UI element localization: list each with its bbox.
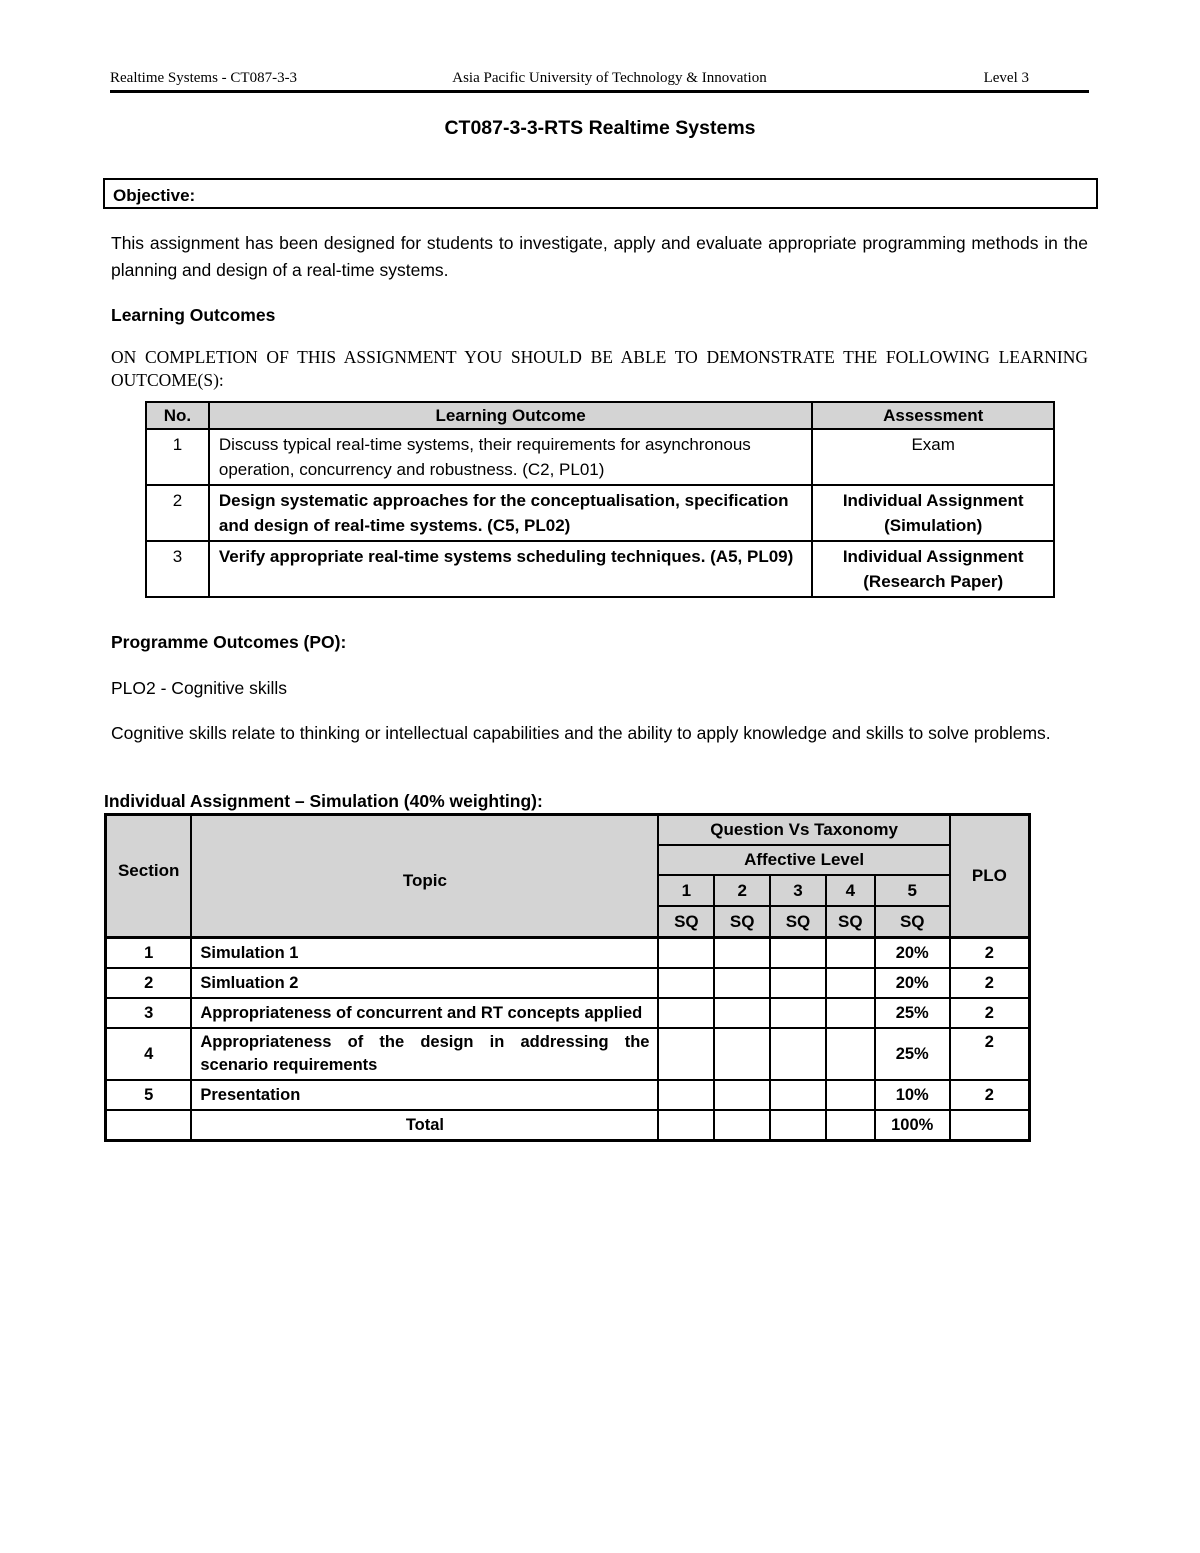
header-level: Level 3 <box>983 70 1029 86</box>
section-plo: 2 <box>950 1028 1030 1080</box>
plo-description: Cognitive skills relate to thinking or intellectual capabilities and the ability to apply knowledge and skills to solve problems. <box>111 723 1051 743</box>
table-header-row <box>106 815 1030 846</box>
learning-outcomes-intro: ON COMPLETION OF THIS ASSIGNMENT YOU SHOULD BE ABLE TO DEMONSTRATE THE FOLLOWING LEARNING OUTCOME(S): <box>111 347 1088 390</box>
table-row <box>106 968 1030 998</box>
objective-box <box>103 178 1098 209</box>
objective-label: Objective: <box>113 186 196 205</box>
sq-label: SQ <box>826 906 875 938</box>
learning-outcomes-heading: Learning Outcomes <box>111 305 276 325</box>
col-plo: PLO <box>950 815 1030 938</box>
page-header <box>110 70 1089 90</box>
assignment-table <box>104 813 1031 1142</box>
lo-no: 3 <box>146 541 209 597</box>
lo-no: 2 <box>146 485 209 541</box>
section-topic: Appropriateness of the design in addressing the scenario requirements <box>191 1028 658 1080</box>
col-taxonomy: Question Vs Taxonomy <box>658 815 949 846</box>
level-1: 1 <box>658 875 714 906</box>
table-row <box>106 1080 1030 1110</box>
col-no: No. <box>146 402 209 429</box>
lo-assessment: Exam <box>812 429 1054 485</box>
lo-outcome: Design systematic approaches for the conceptualisation, specification and design of real-time systems. (C5, PL02) <box>209 485 813 541</box>
total-label: Total <box>191 1110 658 1141</box>
col-section: Section <box>106 815 192 938</box>
table-row <box>146 429 1054 485</box>
col-assessment: Assessment <box>812 402 1054 429</box>
lo-outcome: Verify appropriate real-time systems scheduling techniques. (A5, PL09) <box>209 541 813 597</box>
table-row <box>146 485 1054 541</box>
level-4: 4 <box>826 875 875 906</box>
programme-outcomes-heading: Programme Outcomes (PO): <box>111 632 347 652</box>
objective-text: This assignment has been designed for students to investigate, apply and evaluate appropriate programming methods in the planning and design of a real-time systems. <box>111 233 1088 280</box>
lo-assessment: Individual Assignment (Simulation) <box>812 485 1054 541</box>
section-number: 4 <box>106 1028 192 1080</box>
section-number: 3 <box>106 998 192 1028</box>
table-row <box>106 938 1030 969</box>
document-title: CT087-3-3-RTS Realtime Systems <box>444 117 756 139</box>
section-mark: 20% <box>875 938 950 969</box>
section-mark: 20% <box>875 968 950 998</box>
total-row <box>106 1110 1030 1141</box>
level-3: 3 <box>770 875 826 906</box>
section-topic: Presentation <box>191 1080 658 1110</box>
section-topic: Simulation 1 <box>191 938 658 969</box>
table-header-row <box>146 402 1054 429</box>
col-affective-level: Affective Level <box>658 845 949 875</box>
section-plo: 2 <box>950 1080 1030 1110</box>
section-mark: 10% <box>875 1080 950 1110</box>
sq-label: SQ <box>875 906 950 938</box>
section-topic: Appropriateness of concurrent and RT concepts applied <box>191 998 658 1028</box>
section-plo: 2 <box>950 998 1030 1028</box>
assignment-heading: Individual Assignment – Simulation (40% weighting): <box>104 791 543 811</box>
plo-label: PLO2 - Cognitive skills <box>111 678 288 698</box>
learning-outcomes-table <box>145 401 1055 598</box>
section-number: 2 <box>106 968 192 998</box>
section-plo: 2 <box>950 938 1030 969</box>
sq-label: SQ <box>658 906 714 938</box>
table-row <box>146 541 1054 597</box>
header-module: Realtime Systems - CT087-3-3 <box>110 70 298 86</box>
section-plo: 2 <box>950 968 1030 998</box>
lo-outcome: Discuss typical real-time systems, their requirements for asynchronous operation, concurrency and robustness. (C2, PL01) <box>209 429 813 485</box>
header-rule <box>110 90 1089 93</box>
sq-label: SQ <box>770 906 826 938</box>
lo-assessment: Individual Assignment (Research Paper) <box>812 541 1054 597</box>
col-learning-outcome: Learning Outcome <box>209 402 813 429</box>
level-2: 2 <box>714 875 770 906</box>
table-row <box>106 998 1030 1028</box>
total-mark: 100% <box>875 1110 950 1141</box>
sq-label: SQ <box>714 906 770 938</box>
lo-no: 1 <box>146 429 209 485</box>
header-university: Asia Pacific University of Technology & Innovation <box>452 70 767 86</box>
section-number: 1 <box>106 938 192 969</box>
section-mark: 25% <box>875 1028 950 1080</box>
table-row <box>106 1028 1030 1080</box>
section-topic: Simluation 2 <box>191 968 658 998</box>
col-topic: Topic <box>191 815 658 938</box>
section-mark: 25% <box>875 998 950 1028</box>
level-5: 5 <box>875 875 950 906</box>
section-number: 5 <box>106 1080 192 1110</box>
